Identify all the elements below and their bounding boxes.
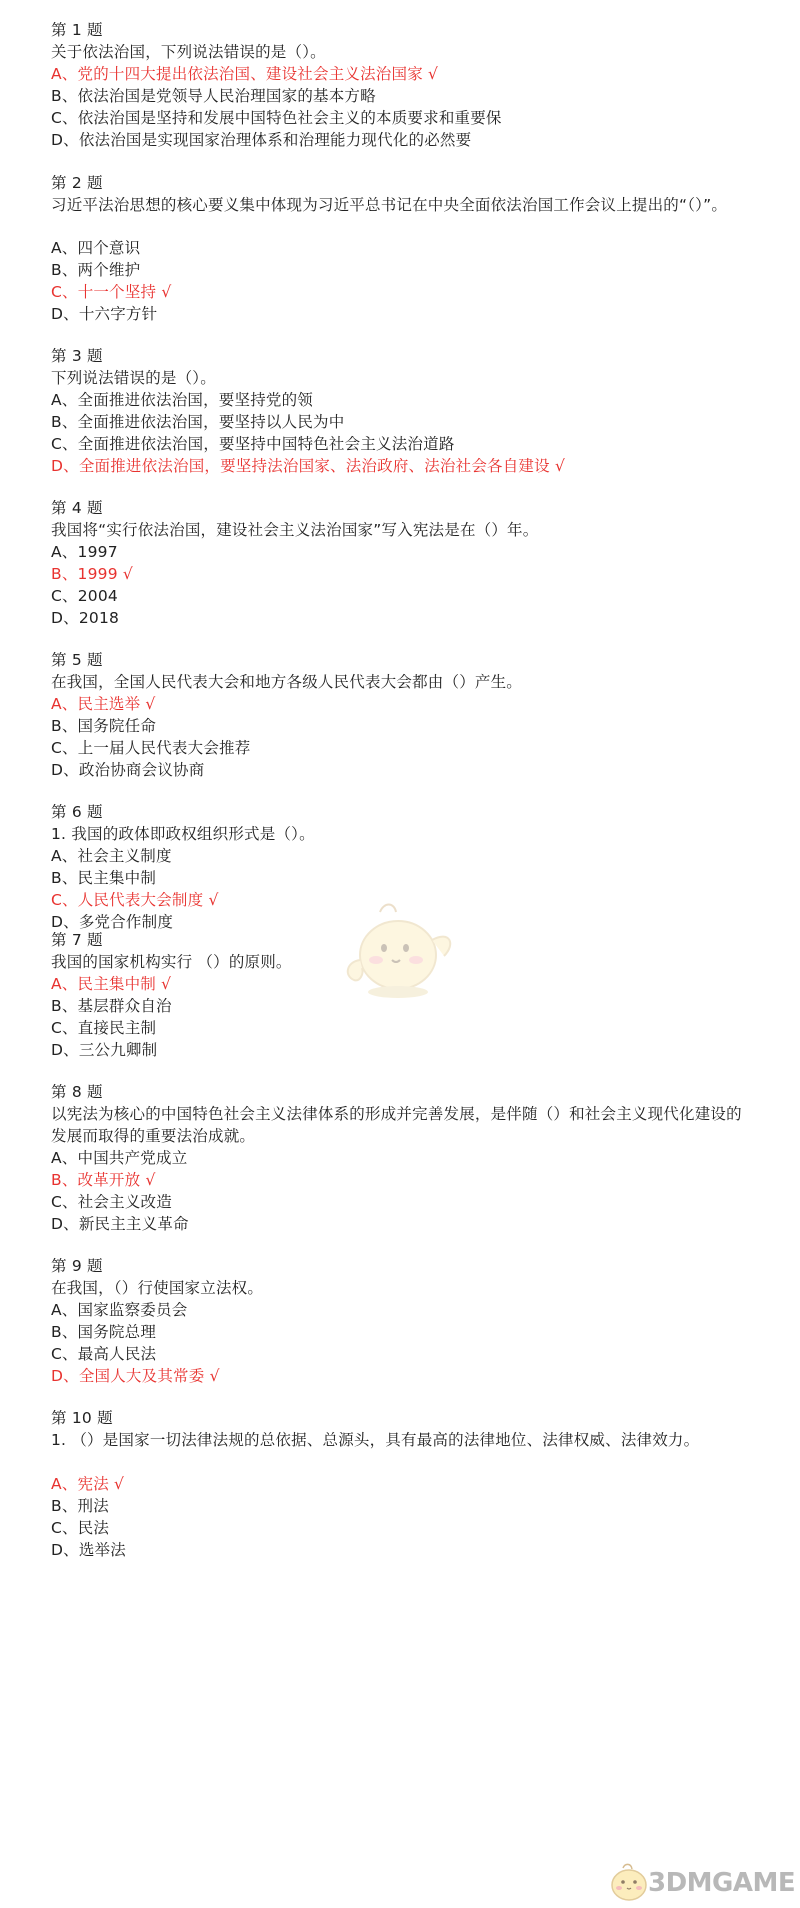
option: B、基层群众自治 [51, 997, 172, 1015]
question-stem: 我国将“实行依法治国，建设社会主义法治国家”写入宪法是在（）年。 [51, 521, 539, 539]
option: C、上一届人民代表大会推荐 [51, 739, 251, 757]
option-correct: A、民主集中制 √ [51, 975, 172, 993]
option: B、国务院总理 [51, 1323, 157, 1341]
question-title: 第 4 题 [51, 499, 103, 517]
option: C、依法治国是坚持和发展中国特色社会主义的本质要求和重要保 [51, 109, 502, 127]
option: C、2004 [51, 587, 118, 605]
mascot-logo-icon [608, 1860, 650, 1904]
mascot-watermark-icon [340, 900, 460, 1005]
option: D、政治协商会议协商 [51, 761, 205, 779]
option: A、1997 [51, 543, 118, 561]
option: B、刑法 [51, 1497, 109, 1515]
option-correct: A、民主选举 √ [51, 695, 156, 713]
question-title: 第 1 题 [51, 21, 103, 39]
option: C、民法 [51, 1519, 110, 1537]
option: D、三公九卿制 [51, 1041, 158, 1059]
option: D、十六字方针 [51, 305, 158, 323]
option: D、依法治国是实现国家治理体系和治理能力现代化的必然要 [51, 131, 472, 149]
question-stem: 在我国，（）行使国家立法权。 [51, 1279, 264, 1297]
question-stem: 习近平法治思想的核心要义集中体现为习近平总书记在中央全面依法治国工作会议上提出的“（）”。 [51, 196, 728, 214]
option: D、2018 [51, 609, 120, 627]
question-title: 第 7 题 [51, 931, 103, 949]
option-correct: A、党的十四大提出依法治国、建设社会主义法治国家 √ [51, 65, 439, 83]
question-stem: 以宪法为核心的中国特色社会主义法律体系的形成并完善发展，是伴随（）和社会主义现代化建设的发展而取得的重要法治成就。 [51, 1105, 742, 1145]
option: D、选举法 [51, 1541, 126, 1559]
option-correct: A、宪法 √ [51, 1475, 125, 1493]
question-title: 第 3 题 [51, 347, 103, 365]
option: B、两个维护 [51, 261, 141, 279]
brand-logo-text: 3DMGAME [648, 1868, 796, 1898]
option-correct: D、全国人大及其常委 √ [51, 1367, 220, 1385]
option: B、民主集中制 [51, 869, 157, 887]
option: B、国务院任命 [51, 717, 157, 735]
question-stem: 我国的国家机构实行 （）的原则。 [51, 953, 292, 971]
option-correct: D、全面推进依法治国，要坚持法治国家、法治政府、法治社会各自建设 √ [51, 457, 566, 475]
option: D、多党合作制度 [51, 913, 174, 931]
question-title: 第 2 题 [51, 174, 103, 192]
question-title: 第 10 题 [51, 1409, 113, 1427]
question-stem: 下列说法错误的是（）。 [51, 369, 216, 387]
question-title: 第 9 题 [51, 1257, 103, 1275]
question-stem: 1. （）是国家一切法律法规的总依据、总源头，具有最高的法律地位、法律权威、法律效力。 [51, 1431, 700, 1449]
question-stem: 关于依法治国，下列说法错误的是（）。 [51, 43, 326, 61]
option-correct: C、十一个坚持 √ [51, 283, 172, 301]
option: C、最高人民法 [51, 1345, 157, 1363]
option: C、社会主义改造 [51, 1193, 172, 1211]
option: A、中国共产党成立 [51, 1149, 188, 1167]
question-stem: 在我国，全国人民代表大会和地方各级人民代表大会都由（）产生。 [51, 673, 523, 691]
option: A、国家监察委员会 [51, 1301, 188, 1319]
option: B、全面推进依法治国，要坚持以人民为中 [51, 413, 345, 431]
option: B、依法治国是党领导人民治理国家的基本方略 [51, 87, 376, 105]
option: A、四个意识 [51, 239, 141, 257]
option-correct: C、人民代表大会制度 √ [51, 891, 219, 909]
question-title: 第 8 题 [51, 1083, 103, 1101]
question-title: 第 6 题 [51, 803, 103, 821]
option: A、全面推进依法治国，要坚持党的领 [51, 391, 314, 409]
option-correct: B、1999 √ [51, 565, 133, 583]
option: C、直接民主制 [51, 1019, 157, 1037]
question-title: 第 5 题 [51, 651, 103, 669]
option: A、社会主义制度 [51, 847, 172, 865]
option: C、全面推进依法治国，要坚持中国特色社会主义法治道路 [51, 435, 455, 453]
option-correct: B、改革开放 √ [51, 1171, 156, 1189]
question-stem: 1. 我国的政体即政权组织形式是（）。 [51, 825, 315, 843]
option: D、新民主主义革命 [51, 1215, 189, 1233]
